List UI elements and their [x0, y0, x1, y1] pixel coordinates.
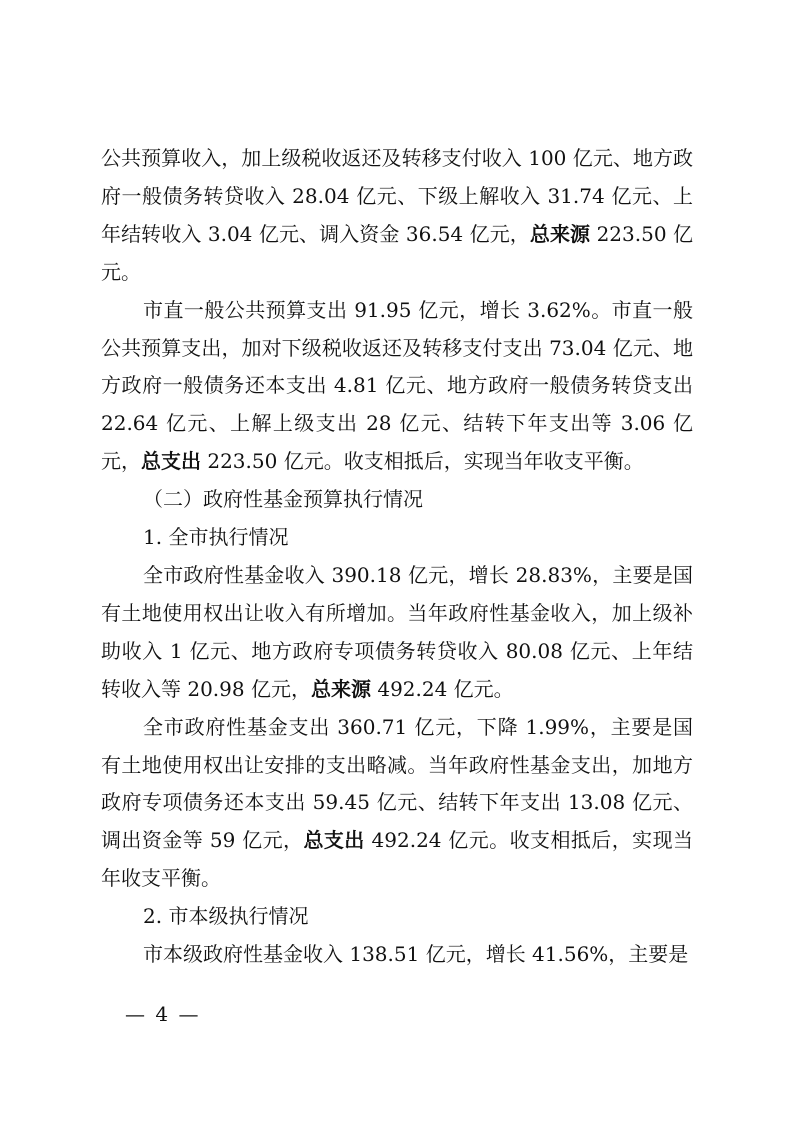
text-run: 1. 全市执行情况 — [143, 525, 289, 550]
text-run: 2. 市本级执行情况 — [143, 904, 309, 929]
text-run: 全市政府性基金支出 360.71 亿元，下降 1.99%，主要是国有土地使用权出让安排的支出略减。当年政府性基金支出，加地方政府专项债务还本支出 59.45 亿元、结转下年支出 13.08 亿元、调出资金等 59 亿元， — [101, 714, 693, 853]
text-run: 全市政府性基金收入 390.18 亿元，增长 28.83%，主要是国有土地使用权出让收入有所增加。当年政府性基金收入，加上级补助收入 1 亿元、地方政府专项债务转贷收入 80.08 亿元、上年结转收入等 20.98 亿元， — [101, 562, 693, 701]
paragraph-p4 — [101, 709, 693, 899]
text-run: 市直一般公共预算支出 91.95 亿元，增长 3.62%。市直一般公共预算支出，加对下级税收返还及转移支付支出 73.04 亿元、地方政府一般债务还本支出 4.81 亿元、地方政府一般债务转贷支出 22.64 亿元、上解上级支出 28 亿元、结转下年支出等 3.06 亿元， — [101, 297, 693, 474]
bold-term: 总支出 — [141, 449, 201, 474]
paragraph-h2 — [101, 519, 693, 557]
text-run: 223.50 亿元。 — [101, 221, 694, 284]
bold-term: 总来源 — [529, 221, 591, 246]
page-number: — 4 — — [125, 1002, 201, 1026]
paragraph-p3 — [101, 557, 693, 709]
text-run: 492.24 亿元。 — [370, 676, 514, 701]
paragraph-p2 — [101, 292, 693, 482]
text-run: 492.24 亿元。收支相抵后，实现当年收支平衡。 — [101, 828, 694, 891]
text-run: 公共预算收入，加上级税收返还及转移支付收入 100 亿元、地方政府一般债务转贷收入 28.04 亿元、下级上解收入 31.74 亿元、上年结转收入 3.04 亿元、调入资金 36.54 亿元， — [101, 146, 693, 246]
bold-term: 总支出 — [303, 828, 365, 853]
document-body — [101, 140, 693, 974]
paragraph-p1 — [101, 140, 693, 292]
paragraph-p5 — [101, 936, 693, 974]
text-run: （二）政府性基金预算执行情况 — [143, 487, 423, 512]
text-run: 市本级政府性基金收入 138.51 亿元，增长 41.56%，主要是 — [143, 942, 689, 967]
paragraph-h3 — [101, 898, 693, 936]
paragraph-h1 — [101, 481, 693, 519]
bold-term: 总来源 — [310, 676, 371, 701]
text-run: 223.50 亿元。收支相抵后，实现当年收支平衡。 — [201, 449, 644, 474]
